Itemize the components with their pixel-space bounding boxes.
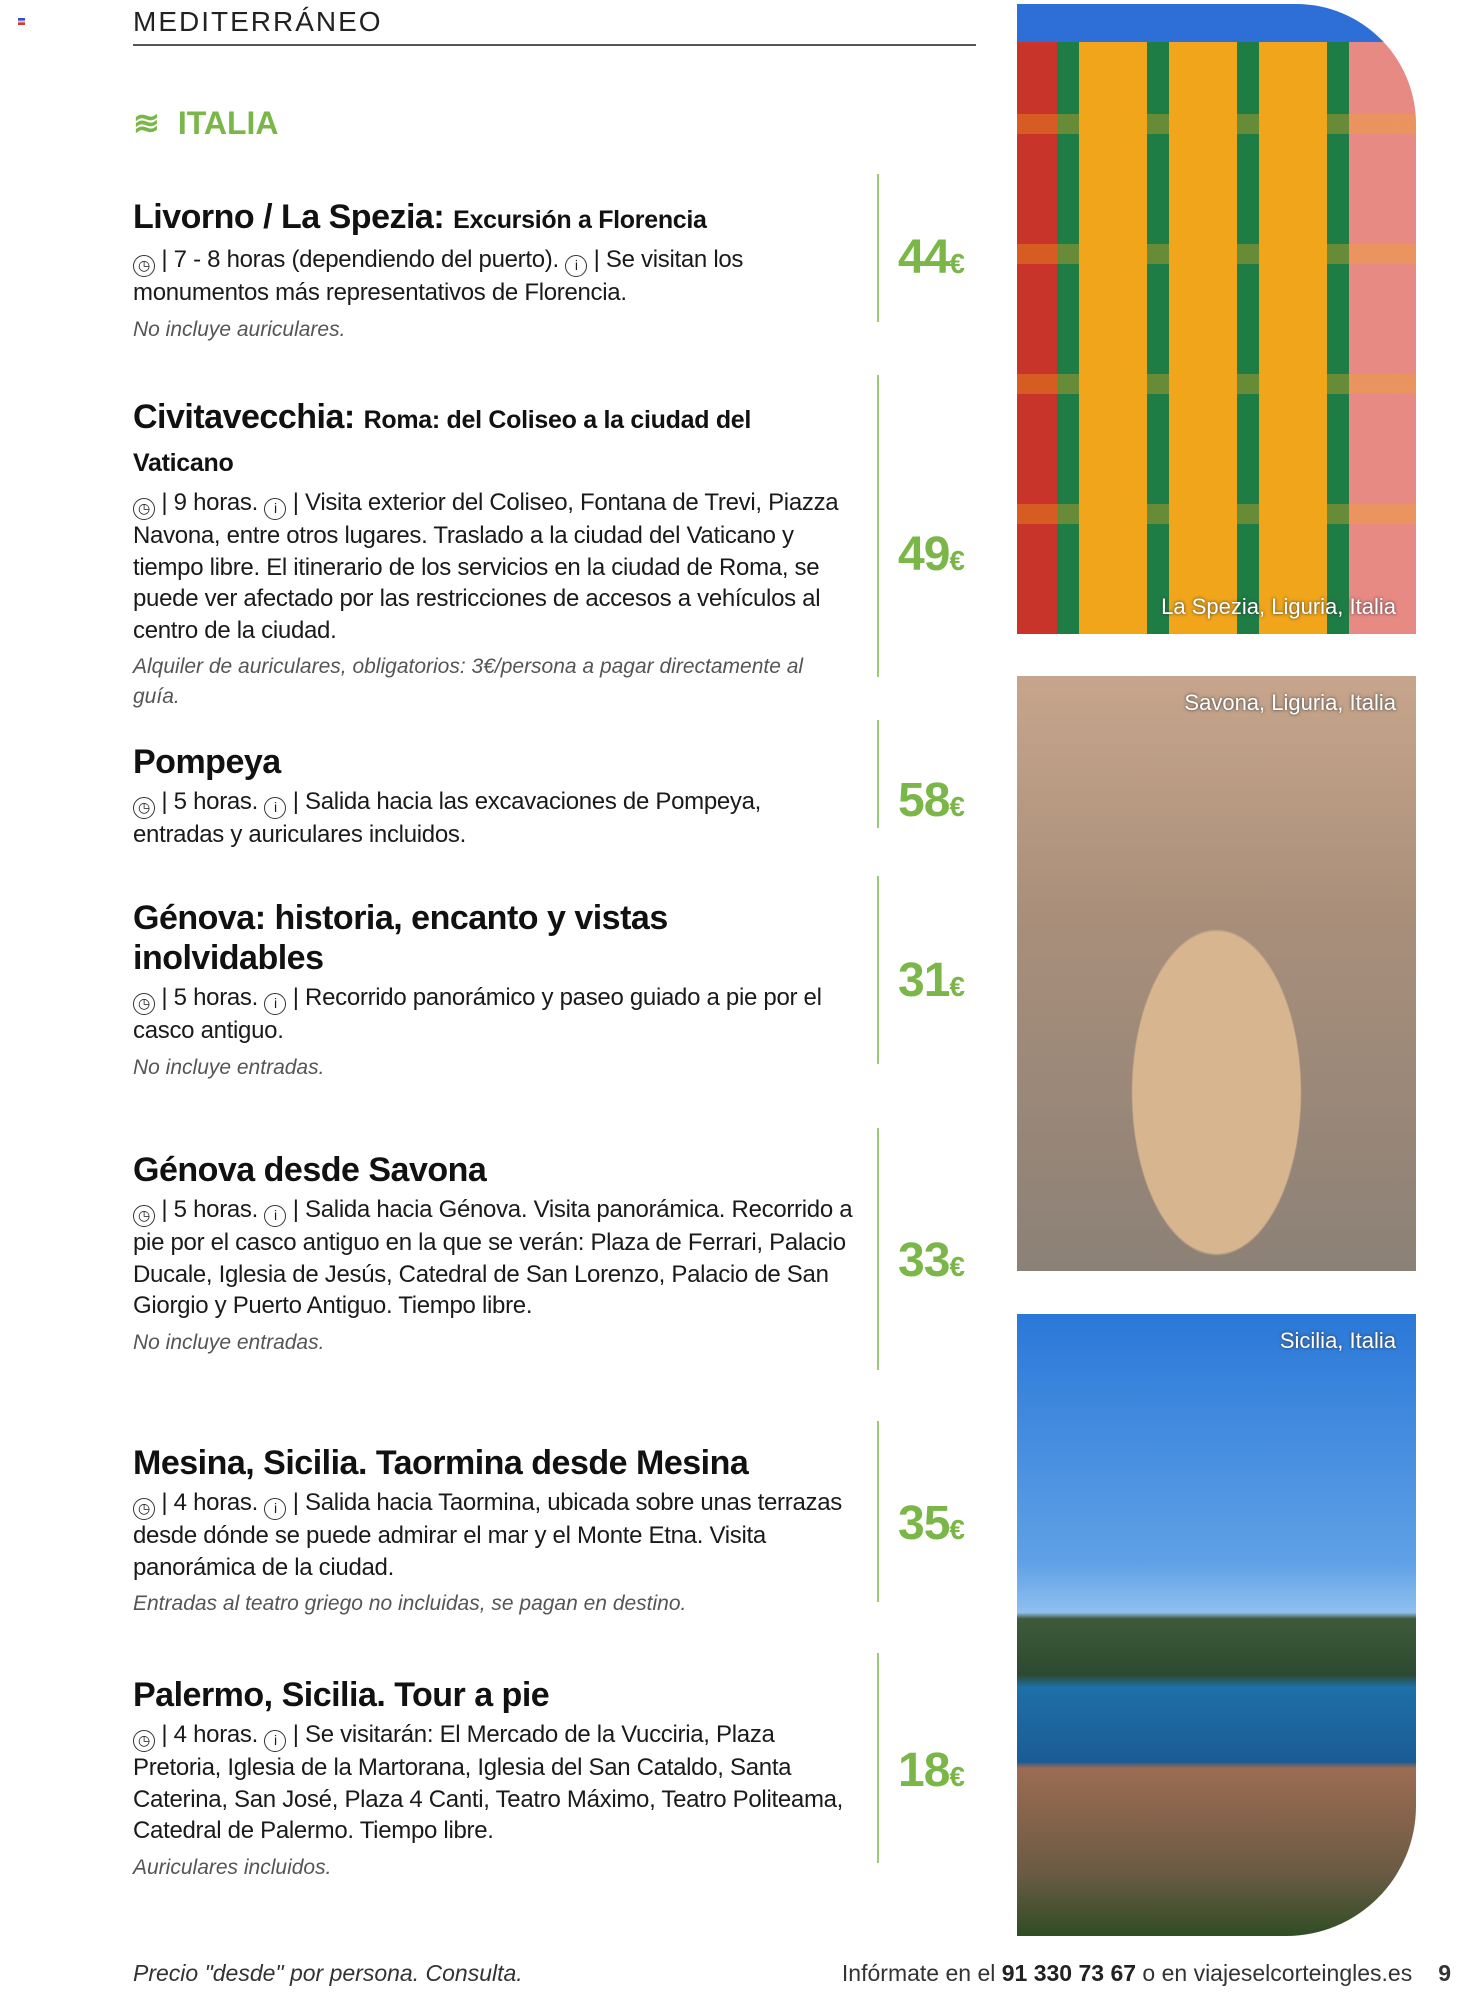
currency: € [949, 1514, 964, 1545]
section-divider [133, 44, 976, 46]
info-icon: i [264, 993, 286, 1015]
clock-icon: ◷ [133, 797, 155, 819]
price-value: 33 [898, 1234, 950, 1287]
excursion-title [133, 742, 853, 782]
price-divider [877, 174, 879, 322]
price-value: 49 [898, 528, 950, 581]
excursion-title [133, 1443, 853, 1483]
clock-icon: ◷ [133, 993, 155, 1015]
currency: € [949, 1761, 964, 1792]
excursion-name: Livorno / La Spezia: [133, 198, 445, 236]
excursion-note: Alquiler de auriculares, obligatorios: 3€/persona a pagar directamente al guía. [133, 655, 804, 708]
footer-phone: 91 330 73 67 [1001, 1960, 1137, 1986]
footer-info-pre: Infórmate en el [841, 1960, 996, 1986]
price [898, 1233, 964, 1288]
page-number: 9 [1438, 1960, 1451, 1986]
excursion-title [133, 397, 853, 483]
duration: | 4 horas. [161, 1489, 258, 1516]
color-mark [18, 18, 25, 25]
excursion-name: Pompeya [133, 743, 281, 781]
price [898, 527, 964, 582]
price-divider [877, 1128, 879, 1370]
excursion-title [133, 1150, 853, 1190]
waves-icon: ≋ [133, 105, 160, 141]
clock-icon: ◷ [133, 1730, 155, 1752]
duration: | 5 horas. [161, 984, 258, 1011]
duration: | 5 horas. [161, 788, 258, 815]
info-icon: i [264, 1730, 286, 1752]
excursion-description [133, 982, 853, 1047]
excursion-note: No incluye auriculares. [133, 317, 346, 341]
footer-info [842, 1960, 1451, 1987]
country-heading [133, 104, 279, 142]
price-value: 44 [898, 231, 950, 284]
info-icon: i [264, 1498, 286, 1520]
price-divider [877, 1653, 879, 1863]
description: | Salida hacia Génova. Visita panorámica. Recorrido a pie por el casco antiguo en la que se verán: Plaza de Ferrari, Palacio Ducale, Iglesia de Jesús, Catedral de San Lorenzo, Palacio de San Giorgio y Puerto Antiguo. Tiempo libre. [133, 1196, 853, 1319]
excursion-subtitle: Roma: del Coliseo a la ciudad del Vaticano [133, 406, 752, 477]
description: | Recorrido panorámico y paseo guiado a pie por el casco antiguo. [133, 984, 822, 1044]
excursion-description [133, 1194, 853, 1322]
currency: € [949, 971, 964, 1002]
excursion-entry [133, 397, 976, 712]
price-value: 31 [898, 954, 950, 1007]
info-icon: i [565, 255, 587, 277]
clock-icon: ◷ [133, 255, 155, 277]
excursion-name: Mesina, Sicilia. Taormina desde Mesina [133, 1444, 749, 1482]
excursion-description [133, 244, 853, 309]
excursion-entry [133, 1675, 976, 1883]
photo-caption: Sicilia, Italia [1279, 1328, 1396, 1353]
excursion-entry [133, 1443, 976, 1619]
currency: € [949, 791, 964, 822]
price [898, 773, 964, 828]
excursion-description [133, 487, 853, 646]
photo-savona [1017, 676, 1416, 1271]
excursion-note: Entradas al teatro griego no incluidas, se pagan en destino. [133, 1592, 687, 1615]
excursion-note: No incluye entradas. [133, 1055, 325, 1079]
description: | Se visitarán: El Mercado de la Vucciria, Plaza Pretoria, Iglesia de la Martorana, Iglesia del San Cataldo, Santa Caterina, San José, Plaza 4 Canti, Teatro Máximo, Teatro Politeama, Catedral de Palermo. Tiempo libre. [133, 1721, 844, 1844]
duration: | 4 horas. [161, 1721, 258, 1748]
excursion-description [133, 1719, 853, 1847]
section-title: MEDITERRÁNEO [133, 6, 383, 37]
excursion-name: Génova: historia, encanto y vistas inolvidables [133, 899, 668, 977]
excursion-title [133, 1675, 853, 1715]
footer-website: o en viajeselcorteingles.es [1142, 1960, 1413, 1986]
currency: € [949, 248, 964, 279]
duration: | 5 horas. [161, 1196, 258, 1223]
footer-note: Precio "desde" por persona. Consulta. [133, 1960, 523, 1986]
price-value: 18 [898, 1744, 950, 1797]
info-icon: i [264, 1205, 286, 1227]
excursion-name: Génova desde Savona [133, 1151, 487, 1189]
excursion-description [133, 786, 853, 851]
duration: | 9 horas. [161, 489, 258, 516]
country-label: ITALIA [177, 104, 279, 141]
excursion-title [133, 197, 853, 240]
excursion-subtitle: Excursión a Florencia [453, 206, 707, 234]
photo-caption: La Spezia, Liguria, Italia [1161, 594, 1396, 619]
excursion-name: Palermo, Sicilia. Tour a pie [133, 1676, 550, 1714]
excursion-entry [133, 742, 976, 851]
info-icon: i [264, 797, 286, 819]
clock-icon: ◷ [133, 498, 155, 520]
excursion-description [133, 1487, 853, 1583]
photo-sicilia [1017, 1314, 1416, 1936]
description: | Salida hacia Taormina, ubicada sobre unas terrazas desde dónde se puede admirar el mar y el Monte Etna. Visita panorámica de la ciudad. [133, 1489, 842, 1581]
description: | Se visitan los monumentos más representativos de Florencia. [133, 246, 744, 306]
price-divider [877, 720, 879, 828]
price [898, 1496, 964, 1551]
photo-la-spezia [1017, 4, 1416, 634]
currency: € [949, 1251, 964, 1282]
excursion-entry [133, 1150, 976, 1358]
excursion-title [133, 898, 853, 978]
currency: € [949, 545, 964, 576]
price [898, 953, 964, 1008]
excursion-name: Civitavecchia: [133, 398, 355, 436]
excursion-entry [133, 197, 976, 345]
clock-icon: ◷ [133, 1498, 155, 1520]
price [898, 230, 964, 285]
photo-caption: Savona, Liguria, Italia [1184, 690, 1396, 715]
price [898, 1743, 964, 1798]
duration: | 7 - 8 horas (dependiendo del puerto). [161, 246, 559, 273]
excursion-note: Auriculares incluidos. [133, 1855, 332, 1879]
description: | Visita exterior del Coliseo, Fontana de Trevi, Piazza Navona, entre otros lugares. Traslado a la ciudad del Vaticano y tiempo libre. El itinerario de los servicios en la ciudad de Roma, se puede ver afectado por las restricciones de accesos a vehículos al centro de la ciudad. [133, 489, 839, 644]
excursion-note: No incluye entradas. [133, 1330, 325, 1354]
description: | Salida hacia las excavaciones de Pompeya, entradas y auriculares incluidos. [133, 788, 762, 848]
price-value: 58 [898, 774, 950, 827]
excursion-entry [133, 898, 976, 1083]
price-divider [877, 375, 879, 677]
price-divider [877, 876, 879, 1064]
price-divider [877, 1421, 879, 1602]
price-value: 35 [898, 1497, 950, 1550]
info-icon: i [264, 498, 286, 520]
clock-icon: ◷ [133, 1205, 155, 1227]
